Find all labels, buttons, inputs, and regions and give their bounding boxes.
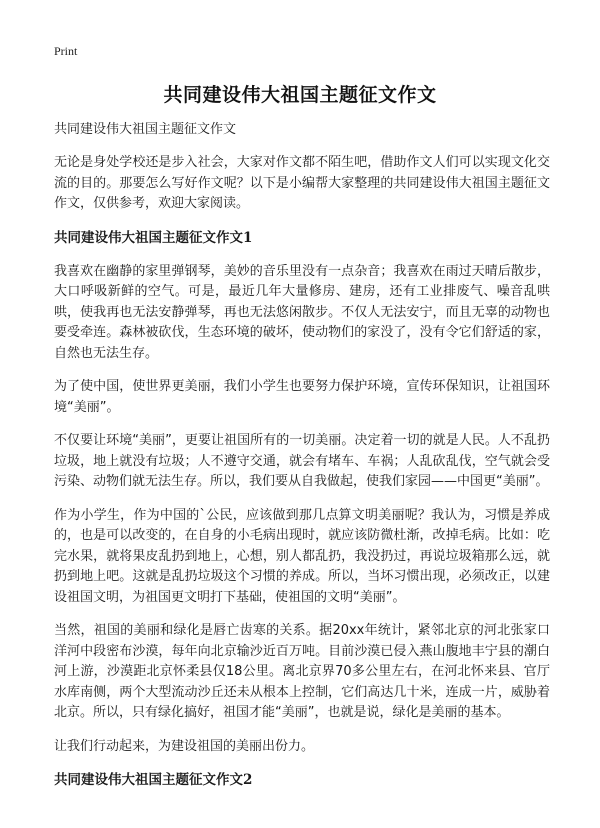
section-1-paragraph-2: 为了使中国，使世界更美丽，我们小学生也要努力保护环境，宣传环保知识，让祖国环境“美丽”。 — [54, 379, 550, 415]
page-title: 共同建设伟大祖国主题征文作文 — [163, 84, 437, 106]
section-1-paragraph-5: 当然，祖国的美丽和绿化是唇亡齿寒的关系。据20xx年统计，紧邻北京的河北张家口洋河中段密布沙漠，每年向北京输沙近百万吨。目前沙漠已侵入燕山腹地丰宁县的潮白河上游，沙漠距北京怀柔县仅18公里。离北京界70多公里左右，在河北怀来县、官厅水库南侧，两个大型流动沙丘还未从根本上控制，它们高达几十米，连成一片，威胁着北京。所以，只有绿化搞好，祖国才能“美丽”，也就是说，绿化是美丽的基本。 — [54, 623, 550, 720]
print-link[interactable]: Print — [54, 44, 78, 58]
section-1-paragraph-3: 不仅要让环境“美丽”，更要让祖国所有的一切美丽。决定着一切的就是人民。人不乱扔垃圾，地上就没有垃圾；人不遵守交通，就会有堵车、车祸；人乱砍乱伐，空气就会受污染、动物们就无法生存。所以，我们要从自我做起，使我们家园——中国更“美丽”。 — [54, 433, 550, 489]
section-1-paragraph-1: 我喜欢在幽静的家里弹钢琴，美妙的音乐里没有一点杂音；我喜欢在雨过天晴后散步，大口呼吸新鲜的空气。可是，最近几年大量修房、建房，还有工业排废气、噪音乱哄哄，使我再也无法安静弹琴，再也无法悠闲散步。不仅人无法安宁，而且无辜的动物也要受牵连。森林被砍伐，生态环境的破坏，使动物们的家没了，没有令它们舒适的家，自然也无法生存。 — [54, 263, 550, 361]
section-2-heading: 共同建设伟大祖国主题征文作文2 — [54, 772, 253, 788]
section-1-paragraph-4: 作为小学生，作为中国的`公民，应该做到那几点算文明美丽呢？我认为，习惯是养成的，也是可以改变的，在自身的小毛病出现时，就应该防微杜渐，改掉毛病。比如：吃完水果，就将果皮乱扔到地上，心想，别人都乱扔，我没扔过，再说垃圾箱那么远，就扔到地上吧。这就是乱扔垃圾这个习惯的养成。所以，当坏习惯出现，必须改正，以建设祖国文明，为祖国更文明打下基础，使祖国的文明“美丽”。 — [54, 507, 550, 605]
intro-paragraph: 无论是身处学校还是步入社会，大家对作文都不陌生吧，借助作文人们可以实现文化交流的目的。那要怎么写好作文呢？以下是小编帮大家整理的共同建设伟大祖国主题征文作文，仅供参考，欢迎大家阅读。 — [54, 155, 550, 211]
article-body — [54, 120, 550, 804]
section-1-paragraph-6: 让我们行动起来，为建设祖国的美丽出份力。 — [54, 738, 315, 754]
article-subtitle: 共同建设伟大祖国主题征文作文 — [54, 122, 237, 137]
section-1-heading: 共同建设伟大祖国主题征文作文1 — [54, 229, 253, 246]
